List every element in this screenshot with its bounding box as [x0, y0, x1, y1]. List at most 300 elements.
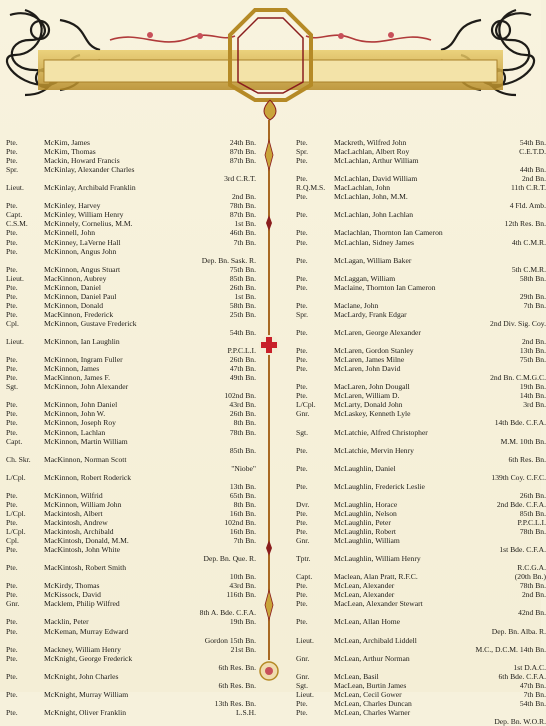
entry-unit: 2nd Bn.: [522, 590, 546, 599]
entry-unit: 43rd Bn.: [229, 400, 256, 409]
entry-rank: Pte.: [6, 428, 40, 437]
entry-name: McLaughlin, William: [334, 536, 400, 545]
entry-name: McKinnon, William John: [44, 500, 121, 509]
entry-rank: Lieut.: [296, 690, 330, 699]
entry-unit: 139th Coy. C.F.C.: [491, 473, 546, 482]
entry-unit: 6th Res. Bn.: [218, 681, 256, 690]
entry-rank: Pte.: [6, 418, 40, 427]
entry-unit: 85th Bn.: [230, 274, 256, 283]
entry-name: McKinnon, James: [44, 364, 99, 373]
roll-entry: [296, 292, 546, 301]
entry-unit: 47th Bn.: [230, 364, 256, 373]
entry-rank: C.S.M.: [6, 219, 40, 228]
entry-name: McLachlan, John Lachlan: [334, 210, 413, 219]
entry-name: McLean, Alexander: [334, 590, 394, 599]
roll-entry: [6, 500, 256, 509]
roll-entry: [6, 274, 256, 283]
entry-name: Mackintosh, Albert: [44, 509, 103, 518]
entry-name: McKinlay, Alexander Charles: [44, 165, 134, 174]
roll-entry: [6, 699, 256, 708]
entry-unit: 29th Bn.: [520, 292, 546, 301]
entry-unit: 26th Bn.: [230, 283, 256, 292]
entry-unit: 1st Bn.: [234, 219, 256, 228]
entry-rank: Pte.: [6, 310, 40, 319]
entry-name: Mackin, Howard Francis: [44, 156, 120, 165]
roll-entry: [6, 527, 256, 536]
roll-entry: [296, 518, 546, 527]
entry-name: McLaskey, Kenneth Lyle: [334, 409, 410, 418]
roll-entry: [6, 581, 256, 590]
entry-name: McLaren, George Alexander: [334, 328, 421, 337]
entry-rank: Pte.: [6, 201, 40, 210]
entry-name: Macklem, Philip Wilfred: [44, 599, 120, 608]
roll-entry: [296, 708, 546, 717]
roll-entry: [6, 590, 256, 599]
roll-entry: [296, 527, 546, 536]
roll-entry: [296, 346, 546, 355]
ornamental-header: [0, 0, 541, 105]
roll-entry: [6, 238, 256, 247]
roll-entry: [6, 210, 256, 219]
roll-entry: [296, 491, 546, 500]
entry-unit: M.C., D.C.M. 14th Bn.: [476, 645, 546, 654]
entry-rank: Gnr.: [296, 536, 330, 545]
entry-name: McKinnon, Robert Roderick: [44, 473, 131, 482]
entry-rank: Pte.: [6, 590, 40, 599]
roll-entry: [6, 708, 256, 717]
entry-rank: Pte.: [6, 708, 40, 717]
entry-unit: 2nd Bn.: [522, 337, 546, 346]
entry-name: McLagan, William Baker: [334, 256, 411, 265]
roll-entry: [6, 627, 256, 636]
entry-unit: Dep. Bn. Sask. R.: [202, 256, 256, 265]
roll-entry: [6, 192, 256, 201]
entry-rank: Pte.: [296, 156, 330, 165]
entry-rank: Pte.: [296, 301, 330, 310]
roll-entry: [296, 183, 546, 192]
roll-entry: [296, 165, 546, 174]
entry-unit: 4th C.M.R.: [512, 238, 546, 247]
roll-entry: [296, 572, 546, 581]
entry-unit: 47th Bn.: [520, 681, 546, 690]
entry-name: McLachlan, Sidney James: [334, 238, 414, 247]
roll-entry: [6, 247, 256, 256]
entry-unit: 3rd C.R.T.: [224, 174, 256, 183]
entry-name: McLean, Charles Duncan: [334, 699, 412, 708]
roll-entry: [6, 382, 256, 391]
entry-name: McLean, Charles Warner: [334, 708, 410, 717]
roll-entry: [6, 165, 256, 174]
entry-name: MacLachlan, John: [334, 183, 390, 192]
entry-unit: 2nd Bn. C.M.G.C.: [490, 373, 546, 382]
roll-entry: [6, 617, 256, 626]
entry-rank: Sgt.: [296, 428, 330, 437]
roll-entry: [296, 654, 546, 663]
roll-entry: [296, 409, 546, 418]
entry-rank: Pte.: [6, 292, 40, 301]
entry-unit: 43rd Bn.: [229, 581, 256, 590]
entry-rank: Pte.: [6, 627, 40, 636]
roll-entry: [296, 536, 546, 545]
entry-rank: Pte.: [296, 446, 330, 455]
roll-entry: [296, 400, 546, 409]
roll-entry: [296, 645, 546, 654]
entry-name: MacKintosh, John White: [44, 545, 120, 554]
entry-rank: Pte.: [6, 373, 40, 382]
entry-unit: 6th Res. Bn.: [218, 663, 256, 672]
roll-entry: [6, 428, 256, 437]
entry-unit: 13th Bn.: [520, 346, 546, 355]
entry-name: Maclachlan, Thornton Ian Cameron: [334, 228, 443, 237]
entry-rank: Pte.: [6, 409, 40, 418]
entry-name: McLaggan, William: [334, 274, 395, 283]
roll-entry: [6, 328, 256, 337]
entry-unit: 85th Bn.: [520, 509, 546, 518]
banner-text: [60, 68, 480, 82]
entry-unit: 78th Bn.: [230, 201, 256, 210]
entry-rank: Lieut.: [6, 337, 40, 346]
entry-name: McLaren, James Milne: [334, 355, 404, 364]
roll-entry: [296, 355, 546, 364]
roll-entry: [296, 301, 546, 310]
entry-rank: Pte.: [296, 355, 330, 364]
roll-entry: [296, 699, 546, 708]
roll-entry: [6, 409, 256, 418]
entry-rank: Pte.: [6, 491, 40, 500]
entry-unit: 19th Bn.: [520, 382, 546, 391]
entry-unit: 87th Bn.: [230, 210, 256, 219]
column-divider: [262, 120, 276, 680]
entry-unit: 26th Bn.: [520, 491, 546, 500]
entry-unit: R.C.G.A.: [517, 563, 546, 572]
entry-name: McLaughlin, Nelson: [334, 509, 397, 518]
roll-entry: [6, 509, 256, 518]
roll-entry: [6, 554, 256, 563]
entry-rank: Pte.: [6, 400, 40, 409]
rose-ornament-icon: [258, 660, 280, 682]
entry-rank: Pte.: [296, 228, 330, 237]
entry-name: McKinnon, Gustave Frederick: [44, 319, 137, 328]
roll-entry: [6, 654, 256, 663]
entry-unit: 1st Bde. C.F.A.: [499, 545, 546, 554]
entry-rank: Pte.: [296, 382, 330, 391]
entry-rank: Pte.: [6, 563, 40, 572]
roll-entry: [296, 228, 546, 237]
entry-unit: 8th Bn.: [234, 500, 256, 509]
roll-entry: [6, 346, 256, 355]
entry-unit: 7th Bn.: [234, 238, 256, 247]
entry-unit: 14th Bn.: [520, 391, 546, 400]
entry-name: McKinnon, Wilfrid: [44, 491, 103, 500]
entry-name: McKinnon, Ian Laughlin: [44, 337, 120, 346]
entry-name: McKinnon, Ingram Fuller: [44, 355, 123, 364]
roll-entry: [6, 491, 256, 500]
roll-entry: [6, 156, 256, 165]
entry-unit: 7th Bn.: [524, 301, 546, 310]
roll-entry: [6, 147, 256, 156]
roll-entry: [296, 256, 546, 265]
roll-entry: [6, 337, 256, 346]
roll-entry: [296, 545, 546, 554]
entry-rank: Pte.: [6, 138, 40, 147]
entry-name: Mackintosh, Andrew: [44, 518, 108, 527]
entry-unit: 58th Bn.: [520, 274, 546, 283]
roll-entry: [296, 599, 546, 608]
roll-entry: [6, 183, 256, 192]
entry-name: McKinnon, Angus John: [44, 247, 116, 256]
roll-entry: [6, 256, 256, 265]
entry-rank: Pte.: [296, 509, 330, 518]
roll-entry: [296, 681, 546, 690]
roll-entry: [296, 500, 546, 509]
entry-name: McKinnon, Joseph Roy: [44, 418, 116, 427]
entry-name: McLachlan, John, M.M.: [334, 192, 408, 201]
entry-unit: 85th Bn.: [230, 446, 256, 455]
entry-unit: 87th Bn.: [230, 147, 256, 156]
entry-rank: Pte.: [6, 645, 40, 654]
entry-unit: 4 Fld. Amb.: [510, 201, 546, 210]
entry-rank: Pte.: [296, 708, 330, 717]
entry-name: MacLaren, John Dougall: [334, 382, 410, 391]
entry-name: McKinnon, Angus Stuart: [44, 265, 120, 274]
roll-entry: [6, 681, 256, 690]
roll-entry: [6, 283, 256, 292]
roll-entry: [296, 328, 546, 337]
entry-unit: 7th Bn.: [234, 536, 256, 545]
entry-unit: Dep. Bn. W.O.R.: [494, 717, 546, 726]
entry-rank: Capt.: [296, 572, 330, 581]
roll-entry: [296, 554, 546, 563]
entry-unit: 75th Bn.: [520, 355, 546, 364]
entry-unit: 3rd Bn.: [523, 400, 546, 409]
roll-entry: [296, 373, 546, 382]
entry-name: MacKintosh, Robert Smith: [44, 563, 126, 572]
entry-rank: Pte.: [6, 690, 40, 699]
entry-rank: Lieut.: [6, 183, 40, 192]
roll-entry: [296, 210, 546, 219]
entry-name: McKinnon, Daniel: [44, 283, 101, 292]
roll-entry: [296, 446, 546, 455]
entry-rank: Gnr.: [296, 654, 330, 663]
entry-rank: L/Cpl.: [6, 509, 40, 518]
entry-unit: 14th Bde. C.F.A.: [495, 418, 546, 427]
roll-entry: [296, 581, 546, 590]
roll-entry: [296, 464, 546, 473]
entry-name: MacLean, Burtin James: [334, 681, 406, 690]
roll-entry: [6, 355, 256, 364]
roll-entry: [296, 364, 546, 373]
entry-rank: Pte.: [296, 174, 330, 183]
entry-name: MacKinnon, Norman Scott: [44, 455, 126, 464]
entry-rank: Pte.: [296, 138, 330, 147]
entry-unit: 54th Bn.: [230, 328, 256, 337]
roll-entry: [6, 364, 256, 373]
roll-entry: [6, 599, 256, 608]
entry-name: McKnight, Murray William: [44, 690, 128, 699]
entry-unit: 16th Bn.: [230, 509, 256, 518]
entry-rank: Pte.: [6, 581, 40, 590]
roll-entry: [296, 138, 546, 147]
entry-unit: 26th Bn.: [230, 355, 256, 364]
roll-entry: [296, 473, 546, 482]
entry-name: McKinnon, Donald: [44, 301, 103, 310]
entry-unit: 1st D.A.C.: [514, 663, 546, 672]
roll-entry: [6, 464, 256, 473]
entry-rank: Pte.: [296, 391, 330, 400]
entry-unit: 46th Bn.: [230, 228, 256, 237]
entry-unit: 5th C.M.R.: [512, 265, 546, 274]
roll-entry: [296, 482, 546, 491]
entry-unit: P.P.C.L.I.: [228, 346, 257, 355]
entry-name: MacKinnon, Aubrey: [44, 274, 106, 283]
entry-name: McKinley, William Henry: [44, 210, 123, 219]
roll-entry: [6, 418, 256, 427]
roll-entry: [6, 437, 256, 446]
entry-unit: 2nd Bn.: [232, 192, 256, 201]
entry-rank: Pte.: [296, 482, 330, 491]
roll-entry: [6, 174, 256, 183]
roll-entry: [296, 310, 546, 319]
roll-entry: [6, 201, 256, 210]
roll-entry: [296, 690, 546, 699]
roll-entry: [296, 428, 546, 437]
entry-name: McLaughlin, Robert: [334, 527, 396, 536]
entry-unit: Gordon 15th Bn.: [205, 636, 256, 645]
entry-name: McLatchie, Alfred Christopher: [334, 428, 428, 437]
entry-name: McKinnon, John Daniel: [44, 400, 117, 409]
entry-name: Mackreth, Wilfred John: [334, 138, 406, 147]
roll-entry: [296, 636, 546, 645]
entry-rank: Spr.: [296, 310, 330, 319]
roll-entry: [296, 437, 546, 446]
entry-name: Mackney, William Henry: [44, 645, 121, 654]
entry-rank: Pte.: [296, 210, 330, 219]
entry-rank: Cpl.: [6, 536, 40, 545]
roll-entry: [6, 292, 256, 301]
entry-rank: Gnr.: [296, 409, 330, 418]
entry-rank: Pte.: [6, 654, 40, 663]
entry-rank: Spr.: [296, 147, 330, 156]
roll-entry: [296, 192, 546, 201]
roll-entry: [296, 563, 546, 572]
entry-name: Mackintosh, Archibald: [44, 527, 114, 536]
entry-name: MacLean, Alexander Stewart: [334, 599, 423, 608]
entry-rank: Pte.: [296, 590, 330, 599]
entry-name: McLaughlin, Peter: [334, 518, 391, 527]
entry-unit: 16th Bn.: [230, 527, 256, 536]
entry-name: Macklin, Peter: [44, 617, 89, 626]
entry-rank: Pte.: [6, 617, 40, 626]
entry-unit: 12th Res. Bn.: [505, 219, 546, 228]
roll-entry: [296, 265, 546, 274]
entry-unit: 8th Bn.: [234, 418, 256, 427]
entry-rank: Tptr.: [296, 554, 330, 563]
entry-name: McKissock, David: [44, 590, 101, 599]
roll-entry: [6, 645, 256, 654]
entry-name: Maclaine, Thornton Ian Cameron: [334, 283, 436, 292]
entry-rank: Pte.: [296, 328, 330, 337]
entry-unit: 1st Bn.: [234, 292, 256, 301]
entry-name: McLachlan, David William: [334, 174, 417, 183]
entry-rank: L/Cpl.: [6, 527, 40, 536]
roll-entry: [296, 319, 546, 328]
entry-unit: 78th Bn.: [520, 527, 546, 536]
entry-rank: R.Q.M.S.: [296, 183, 330, 192]
roll-entry: [296, 627, 546, 636]
entry-name: McKnight, Oliver Franklin: [44, 708, 126, 717]
entry-rank: Pte.: [6, 301, 40, 310]
entry-name: McKnight, George Frederick: [44, 654, 132, 663]
entry-unit: 13th Res. Bn.: [215, 699, 256, 708]
roll-entry: [296, 717, 546, 726]
entry-rank: Ch. Skr.: [6, 455, 40, 464]
entry-name: McLaughlin, William Henry: [334, 554, 421, 563]
entry-unit: Dep. Bn. Alba. R.: [492, 627, 546, 636]
roll-entry: [6, 572, 256, 581]
entry-rank: Pte.: [296, 238, 330, 247]
entry-unit: 78th Bn.: [230, 428, 256, 437]
entry-rank: Pte.: [296, 699, 330, 708]
entry-rank: L/Cpl.: [296, 400, 330, 409]
entry-name: McKim, Thomas: [44, 147, 96, 156]
roll-entry: [296, 617, 546, 626]
red-cross-icon: [258, 334, 280, 356]
roll-entry: [6, 636, 256, 645]
entry-name: McLean, Basil: [334, 672, 379, 681]
roll-entry: [296, 672, 546, 681]
entry-unit: 75th Bn.: [230, 265, 256, 274]
entry-rank: Pte.: [6, 355, 40, 364]
entry-rank: Pte.: [6, 518, 40, 527]
roll-entry: [6, 373, 256, 382]
roll-entry: [6, 536, 256, 545]
entry-unit: 65th Bn.: [230, 491, 256, 500]
entry-unit: 58th Bn.: [230, 301, 256, 310]
entry-rank: Gnr.: [296, 672, 330, 681]
entry-unit: 102nd Bn.: [224, 518, 256, 527]
entry-unit: 19th Bn.: [230, 617, 256, 626]
entry-name: MacKinnon, James F.: [44, 373, 110, 382]
entry-name: MacLardy, Frank Edgar: [334, 310, 407, 319]
entry-name: McLaren, Gordon Stanley: [334, 346, 414, 355]
entry-rank: Pte.: [6, 247, 40, 256]
roll-entry: [296, 247, 546, 256]
entry-unit: Dep. Bn. Que. R.: [203, 554, 256, 563]
entry-name: McKim, James: [44, 138, 90, 147]
entry-rank: Cpl.: [6, 319, 40, 328]
entry-name: McLean, Allan Home: [334, 617, 400, 626]
roll-entry: [6, 518, 256, 527]
entry-name: McLaughlin, Daniel: [334, 464, 396, 473]
entry-name: McLaughlin, Horace: [334, 500, 397, 509]
entry-unit: 44th Bn.: [520, 165, 546, 174]
entry-rank: Spr.: [6, 165, 40, 174]
entry-rank: L/Cpl.: [6, 473, 40, 482]
entry-rank: Capt.: [6, 437, 40, 446]
entry-unit: M.M. 10th Bn.: [501, 437, 546, 446]
entry-unit: 7th Bn.: [524, 690, 546, 699]
roll-entry: [6, 319, 256, 328]
roll-entry: [296, 174, 546, 183]
roll-entry: [6, 400, 256, 409]
entry-name: McLean, Alexander: [334, 581, 394, 590]
entry-unit: 13th Bn.: [230, 482, 256, 491]
entry-name: MacKintosh, Donald, M.M.: [44, 536, 129, 545]
entry-rank: Pte.: [6, 364, 40, 373]
entry-name: McKinney, LaVerne Hall: [44, 238, 120, 247]
entry-unit: 10th Bn.: [230, 572, 256, 581]
entry-name: McKirdy, Thomas: [44, 581, 99, 590]
